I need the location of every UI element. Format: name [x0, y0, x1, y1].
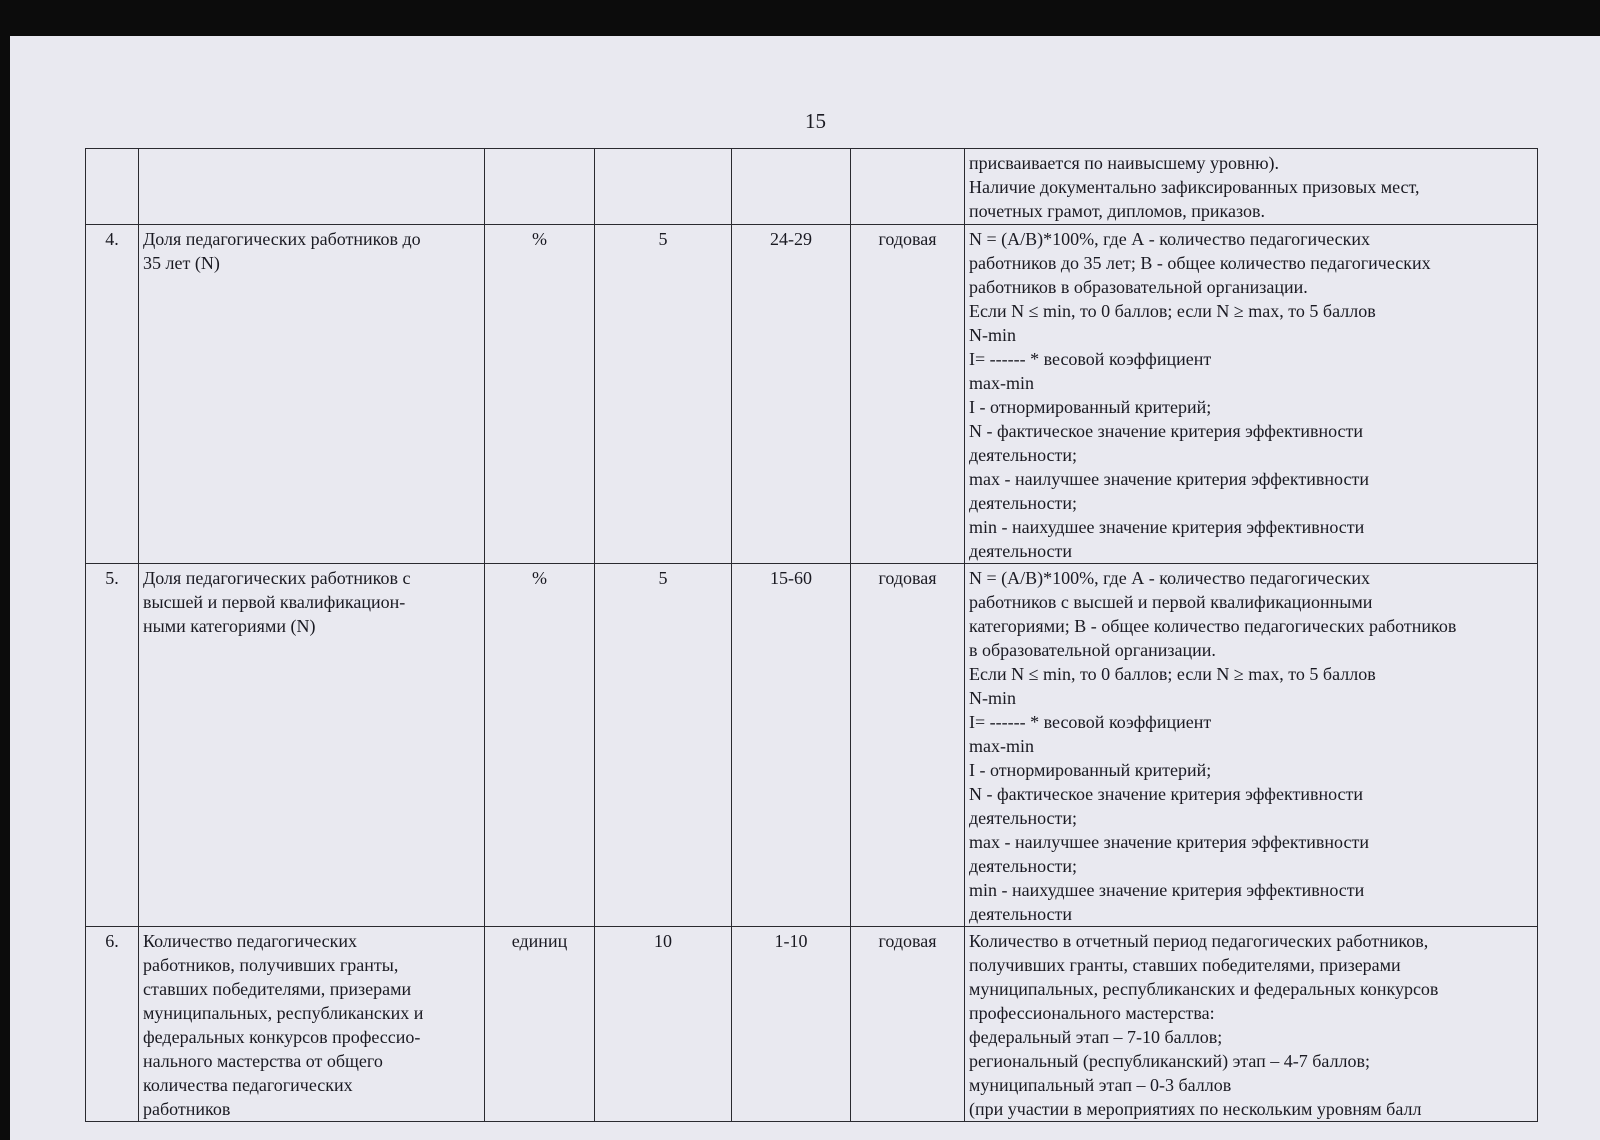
- row-number-cell: 5.: [86, 564, 139, 927]
- description-line: категориями; В - общее количество педагогических работников: [969, 616, 1457, 636]
- weight-cell: 10: [595, 927, 732, 1122]
- criterion-name-line: нального мастерства от общего: [143, 1051, 383, 1071]
- method-description-cell: [965, 927, 1538, 1122]
- description-line: работников до 35 лет; В - общее количество педагогических: [969, 253, 1431, 273]
- description-line: деятельности: [969, 541, 1073, 561]
- range-cell: 24-29: [732, 225, 851, 564]
- range-cell: 15-60: [732, 564, 851, 927]
- weight-cell: [595, 149, 732, 225]
- unit-cell: %: [485, 564, 595, 927]
- criterion-name-line: ставших победителями, призерами: [143, 979, 412, 999]
- range-cell: [732, 149, 851, 225]
- criteria-table: [85, 148, 1538, 1122]
- page-number: 15: [805, 109, 826, 133]
- criterion-name-line: Доля педагогических работников до: [143, 229, 421, 249]
- description-line: max - наилучшее значение критерия эффективности: [969, 469, 1369, 489]
- unit-cell: единиц: [485, 927, 595, 1122]
- description-line: присваивается по наивысшему уровню).: [969, 153, 1280, 173]
- criterion-name-line: муниципальных, республиканских и: [143, 1003, 424, 1023]
- table-row: [86, 149, 1538, 225]
- method-description-cell: [965, 564, 1538, 927]
- description-line: профессионального мастерства:: [969, 1003, 1215, 1023]
- description-line: max - наилучшее значение критерия эффективности: [969, 832, 1369, 852]
- description-line: Если N ≤ min, то 0 баллов; если N ≥ max, то 5 баллов: [969, 301, 1376, 321]
- description-line: I= ------ * весовой коэффициент: [969, 349, 1212, 369]
- description-line: I - отнормированный критерий;: [969, 397, 1212, 417]
- period-cell: годовая: [851, 225, 965, 564]
- criterion-name-cell: [139, 927, 485, 1122]
- description-line: Если N ≤ min, то 0 баллов; если N ≥ max, то 5 баллов: [969, 664, 1376, 684]
- period-cell: годовая: [851, 927, 965, 1122]
- description-line: работников с высшей и первой квалификационными: [969, 592, 1373, 612]
- description-line: работников в образовательной организации.: [969, 277, 1308, 297]
- description-line: N = (A/B)*100%, где А - количество педагогических: [969, 229, 1371, 249]
- description-line: деятельности: [969, 904, 1073, 924]
- method-description-cell: [965, 225, 1538, 564]
- description-line: почетных грамот, дипломов, приказов.: [969, 201, 1266, 221]
- criterion-name-cell: [139, 149, 485, 225]
- period-cell: [851, 149, 965, 225]
- criterion-name-line: 35 лет (N): [143, 253, 220, 273]
- description-line: деятельности;: [969, 493, 1078, 513]
- row-number-cell: 4.: [86, 225, 139, 564]
- description-line: Наличие документально зафиксированных призовых мест,: [969, 177, 1420, 197]
- description-line: I - отнормированный критерий;: [969, 760, 1212, 780]
- criterion-name-line: Количество педагогических: [143, 931, 358, 951]
- criterion-name-line: работников, получивших гранты,: [143, 955, 399, 975]
- description-line: региональный (республиканский) этап – 4-7 баллов;: [969, 1051, 1371, 1071]
- criterion-name-line: высшей и первой квалификацион-: [143, 592, 406, 612]
- criterion-name-line: количества педагогических: [143, 1075, 353, 1095]
- description-line: деятельности;: [969, 445, 1078, 465]
- row-number-cell: [86, 149, 139, 225]
- description-line: min - наихудшее значение критерия эффективности: [969, 517, 1365, 537]
- description-line: деятельности;: [969, 808, 1078, 828]
- table-row: [86, 564, 1538, 927]
- criterion-name-line: федеральных конкурсов профессио-: [143, 1027, 421, 1047]
- criterion-name-line: ными категориями (N): [143, 616, 316, 636]
- description-line: Количество в отчетный период педагогических работников,: [969, 931, 1429, 951]
- period-cell: годовая: [851, 564, 965, 927]
- description-line: получивших гранты, ставших победителями, призерами: [969, 955, 1401, 975]
- criterion-name-cell: [139, 225, 485, 564]
- description-line: деятельности;: [969, 856, 1078, 876]
- method-description-cell: [965, 149, 1538, 225]
- description-line: N-min: [969, 325, 1016, 345]
- description-line: муниципальных, республиканских и федеральных конкурсов: [969, 979, 1439, 999]
- description-line: N - фактическое значение критерия эффективности: [969, 421, 1364, 441]
- weight-cell: 5: [595, 564, 732, 927]
- unit-cell: %: [485, 225, 595, 564]
- table-row: [86, 225, 1538, 564]
- weight-cell: 5: [595, 225, 732, 564]
- range-cell: 1-10: [732, 927, 851, 1122]
- description-line: min - наихудшее значение критерия эффективности: [969, 880, 1365, 900]
- document-page: [10, 36, 1600, 1140]
- description-line: max-min: [969, 736, 1034, 756]
- description-line: (при участии в мероприятиях по нескольким уровням балл: [969, 1099, 1422, 1119]
- criterion-name-line: Доля педагогических работников с: [143, 568, 411, 588]
- description-line: N-min: [969, 688, 1016, 708]
- row-number-cell: 6.: [86, 927, 139, 1122]
- description-line: федеральный этап – 7-10 баллов;: [969, 1027, 1223, 1047]
- description-line: N - фактическое значение критерия эффективности: [969, 784, 1364, 804]
- description-line: I= ------ * весовой коэффициент: [969, 712, 1212, 732]
- criterion-name-cell: [139, 564, 485, 927]
- description-line: N = (A/B)*100%, где А - количество педагогических: [969, 568, 1371, 588]
- table-row: [86, 927, 1538, 1122]
- criterion-name-line: работников: [143, 1099, 231, 1119]
- description-line: в образовательной организации.: [969, 640, 1216, 660]
- unit-cell: [485, 149, 595, 225]
- description-line: max-min: [969, 373, 1034, 393]
- description-line: муниципальный этап – 0-3 баллов: [969, 1075, 1232, 1095]
